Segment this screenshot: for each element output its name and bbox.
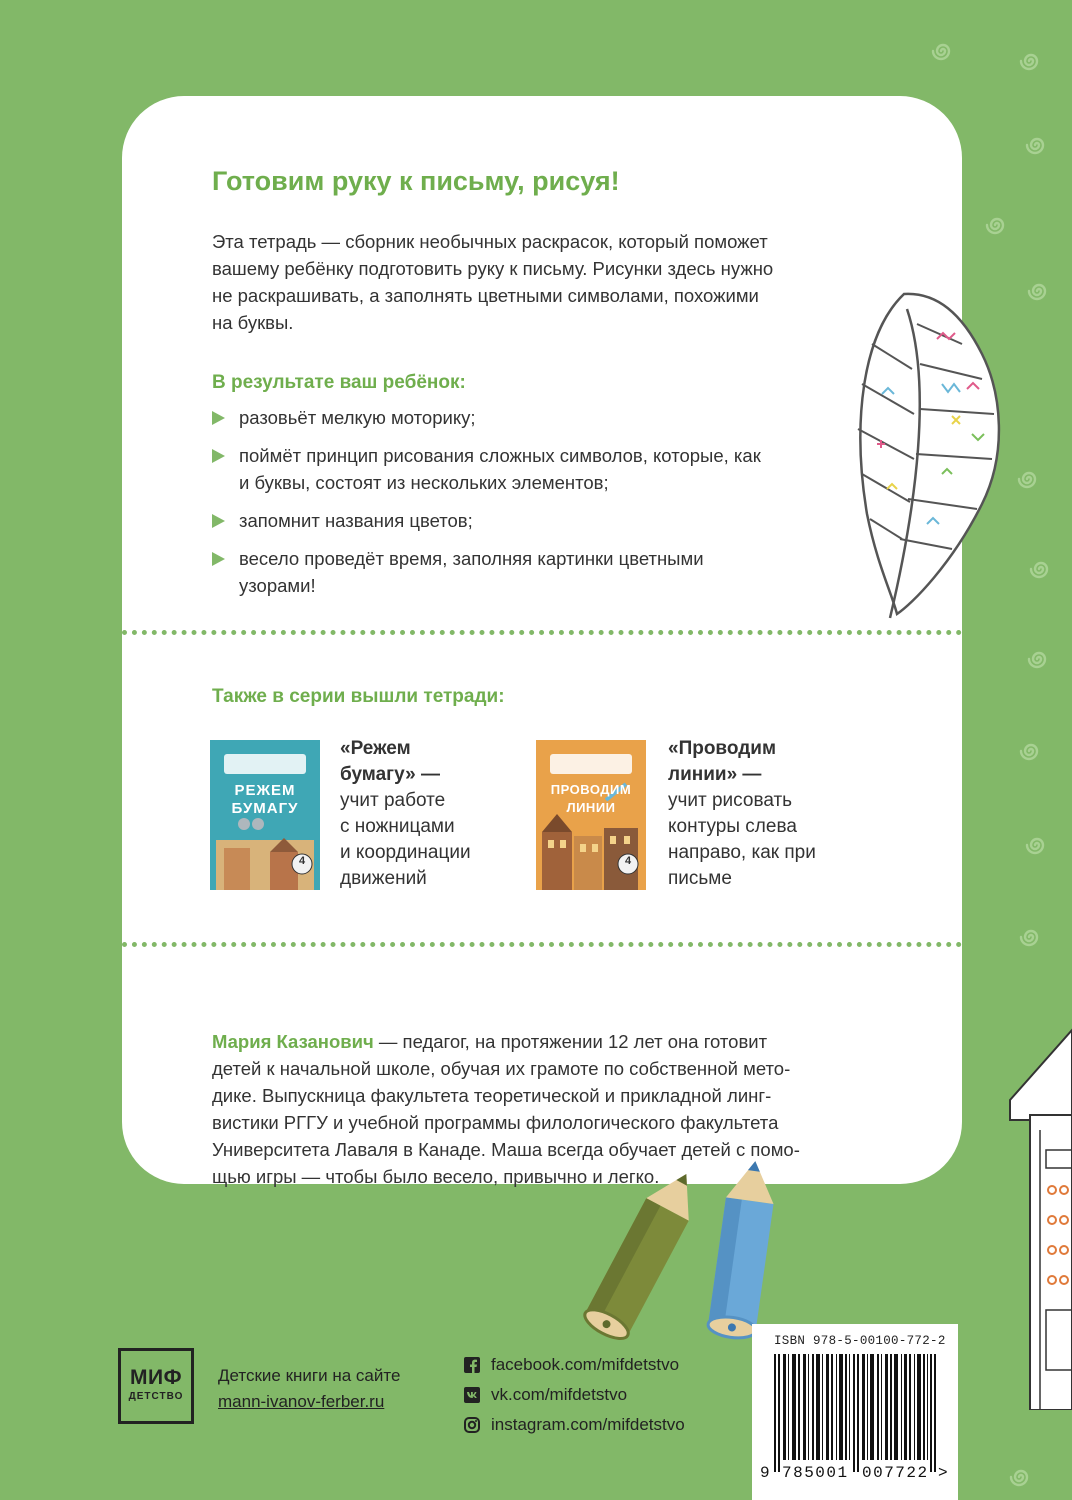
swirl-icon (1018, 48, 1044, 74)
list-item: поймёт принцип рисования сложных символов, которые, как и буквы, состоят из нескольких элементов; (212, 442, 852, 496)
bullet-triangle-icon (212, 449, 225, 463)
publisher-logo: МИФ ДЕТСТВО (118, 1348, 194, 1424)
barcode-digit-first: 9 (760, 1464, 770, 1482)
cover-title-line: РЕЖЕМ (234, 782, 296, 799)
instagram-icon (464, 1417, 480, 1433)
swirl-icon (1026, 646, 1052, 672)
bullet-triangle-icon (212, 552, 225, 566)
social-links (464, 1350, 685, 1440)
bio-line: дике. Выпускница факультета теоретической и прикладной линг- (212, 1085, 772, 1106)
swirl-icon (1024, 132, 1050, 158)
swirl-icon (1018, 738, 1044, 764)
swirl-icon (1018, 924, 1044, 950)
author-name: Мария Казанович (212, 1031, 374, 1052)
book-title-line: «Проводим (668, 738, 777, 759)
book-desc-line: контуры слева (668, 816, 797, 837)
series-heading: Также в серии вышли тетради: (212, 686, 505, 707)
bio-line: щью игры — чтобы было весело, привычно и легко. (212, 1166, 660, 1187)
bullet-triangle-icon (212, 514, 225, 528)
intro-line: на буквы. (212, 312, 294, 333)
results-heading: В результате ваш ребёнок: (212, 372, 466, 393)
book-desc-line: учит работе (340, 790, 446, 811)
swirl-icon (1026, 278, 1052, 304)
book-desc-line: письме (668, 868, 732, 889)
social-link-facebook[interactable]: facebook.com/mifdetstvo (464, 1350, 685, 1380)
house-illustration (1000, 1010, 1072, 1410)
swirl-icon (930, 38, 956, 64)
cover-art (536, 740, 646, 890)
book-description (668, 736, 816, 892)
intro-text (212, 228, 773, 336)
book-title-line: бумагу» — (340, 764, 440, 785)
bio-line: детей к начальной школе, обучая их грамоте по собственной мето- (212, 1058, 791, 1079)
book-desc-line: направо, как при (668, 842, 816, 863)
isbn-text: ISBN 978-5-00100-772-2 (774, 1334, 946, 1348)
swirl-icon (984, 212, 1010, 238)
intro-line: Эта тетрадь — сборник необычных раскрасок, который поможет (212, 231, 768, 252)
swirl-icon (1008, 1464, 1034, 1490)
barcode-digits-left: 785001 (782, 1464, 849, 1482)
swirl-icon (1024, 832, 1050, 858)
bullet-triangle-icon (212, 411, 225, 425)
book-desc-line: и координации (340, 842, 471, 863)
book-title-line: «Режем (340, 738, 411, 759)
book-desc-line: движений (340, 868, 427, 889)
feather-illustration (842, 284, 1012, 624)
age-badge: 4 (624, 855, 632, 867)
list-item: разовьёт мелкую моторику; (212, 404, 852, 431)
intro-line: не раскрашивать, а заполнять цветными символами, похожими (212, 285, 759, 306)
vk-icon (464, 1387, 480, 1403)
book-description (340, 736, 471, 892)
social-link-vk[interactable]: vk.com/mifdetstvo (464, 1380, 685, 1410)
barcode (774, 1354, 954, 1472)
swirl-icon (1016, 466, 1042, 492)
facebook-icon (464, 1357, 480, 1373)
dotted-divider (122, 942, 962, 947)
intro-line: вашему ребёнку подготовить руку к письму. Рисунки здесь нужно (212, 258, 774, 279)
barcode-panel (752, 1324, 958, 1500)
list-item: весело проведёт время, заполняя картинки цветными узорами! (212, 545, 852, 599)
barcode-arrow: > (938, 1464, 948, 1482)
dotted-divider (122, 630, 962, 635)
cover-title-line: ЛИНИИ (566, 800, 616, 815)
book-desc-line: учит рисовать (668, 790, 793, 811)
site-link[interactable]: mann-ivanov-ferber.ru (218, 1392, 385, 1411)
age-badge: 4 (298, 855, 306, 867)
book-cover-cut-paper (210, 740, 320, 890)
author-bio: Мария Казанович — педагог, на протяжении 12 лет она готовит детей к начальной школе, обучая их грамоте по собственной мето- дике. Выпускница факультета теоретической и прикладной линг- вистики РГГУ и учебной программы филологического факультета Университета Лаваля в Канаде. Маша всегда обучает детей с помо- щью игры — чтобы было весело, привычно и легко. (212, 1028, 872, 1190)
book-desc-line: с ножницами (340, 816, 455, 837)
cover-title-line: ПРОВОДИМ (550, 782, 632, 797)
list-item: запомнит названия цветов; (212, 507, 852, 534)
swirl-icon (1028, 556, 1054, 582)
bio-line: Университета Лаваля в Канаде. Маша всегда обучает детей с помо- (212, 1139, 800, 1160)
page-title: Готовим руку к письму, рисуя! (212, 166, 620, 196)
bio-line: вистики РГГУ и учебной программы филологического факультета (212, 1112, 779, 1133)
results-list (212, 404, 852, 610)
barcode-digits-right: 007722 (862, 1464, 929, 1482)
book-title-line: линии» — (668, 764, 762, 785)
social-link-instagram[interactable]: instagram.com/mifdetstvo (464, 1410, 685, 1440)
book-cover-draw-lines (536, 740, 646, 890)
site-label: Детские книги на сайте (218, 1366, 401, 1385)
cover-title-line: БУМАГУ (231, 800, 299, 817)
